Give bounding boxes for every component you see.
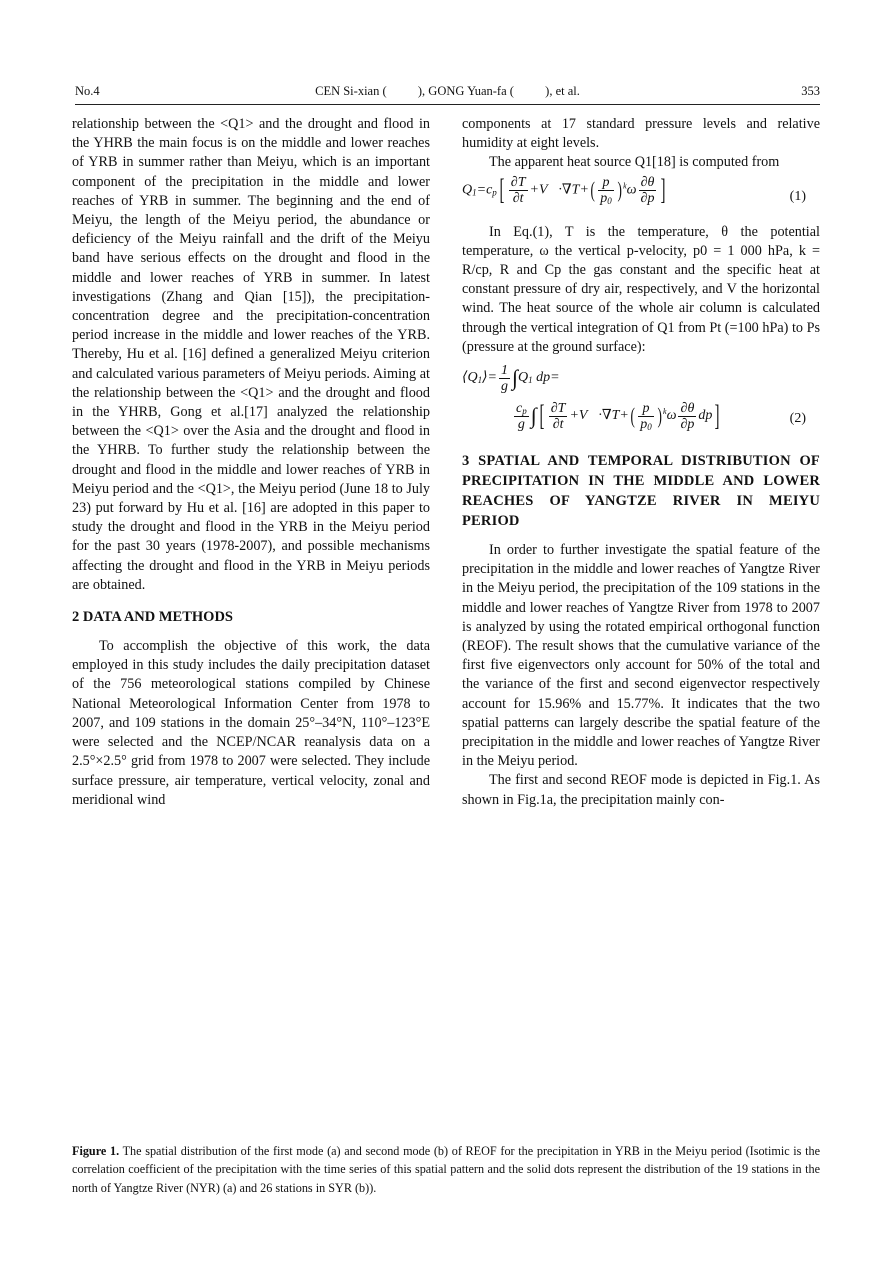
equation-1 xyxy=(462,175,820,215)
equation-1-number: (1) xyxy=(789,188,806,204)
right-paragraph-3: In Eq.(1), T is the temperature, θ the potential temperature, ω the vertical p-velocity, p0 = 1 000 hPa, k = R/cp, R and Cp the gas constant and the specific heat at constant pressure of dry air, respectively, and V the horizontal wind. The heat source of the whole air column is calculated through the vertical integration of Q1 from Pt (=100 hPa) to Ps (pressure at the ground surface): xyxy=(462,223,820,355)
right-paragraph-2: The apparent heat source Q1[18] is computed from xyxy=(488,154,780,171)
page-number: 353 xyxy=(801,84,820,98)
right-paragraph-1: components at 17 standard pressure levels and relative humidity at eight levels. xyxy=(462,116,820,152)
right-paragraph-4: In order to further investigate the spatial feature of the precipitation in the middle and lower reaches of Yangtze River in the Meiyu period, the precipitation of the 109 stations in the middle and lower reaches of Yangtze River from 1978 to 2007 is analyzed by using the rotated empirical orthogonal function (REOF). The result shows that the cumulative variance of the first five eigenvectors only account for 50% of the total and the variance of the first and second eigenvector respectively account for 15.96% and 15.77%. It indicates that the two spatial patterns can largely describe the spatial feature of the precipitation in the middle and lower reaches of Yangtze River in the Meiyu period. xyxy=(462,542,820,770)
equation-1-body: $Q_1=c_p$[ $\frac{\partial T}{\partial t}$ +V⃗·∇T+( $\frac{p}{p_0}$ )$^k$ω $\frac{\partial\theta}{\partial p}$ ] xyxy=(462,173,666,207)
right-column xyxy=(462,115,820,810)
running-authors: CEN Si-xian ( ), GONG Yuan-fa ( ), et al. xyxy=(315,84,580,98)
figure-1-label: Figure 1. xyxy=(72,1144,120,1158)
header-rule xyxy=(75,104,820,105)
left-paragraph-1: relationship between the <Q1> and the drought and flood in the YHRB the main focus is on the middle and lower reaches of YRB in summer rather than Meiyu, which is an important component of the precipitation in the middle and lower reaches of YRB in summer. The beginning and the end of Meiyu, the length of the Meiyu period, the abundance or deficiency of the Meiyu rainfall and the drift of the Meiyu band have serious effects on the drought and flood in the middle and lower reaches of YRB in summer. In latest investigations (Zhang and Qian [15]), the precipitation-concentration degree and the precipitation-concentration period increase in the middle and lower reaches of the YRB. Thereby, Hu et al. [16] defined a generalized Meiyu criterion and calculated various parameters of Meiyu periods. Aiming at the relationship between the <Q1> and the drought and flood in the YHRB, Gong et al.[17] analyzed the relationship between the <Q1> over the Asia and the drought and flood in the YHRB. To further study the relationship between the drought and flood in the middle and lower reaches of YRB in Meiyu period and the <Q1>, the Meiyu period (June 18 to July 23) put forward by Hu et al. [16] are adopted in this paper to study the drought and flood in the YRB in the Meiyu period for the past 30 years (1978-2007), and possible mechanisms affecting the drought and flood in the YRB in Meiyu periods are obtained. xyxy=(72,116,430,593)
section-3-title: 3 SPATIAL AND TEMPORAL DISTRIBUTION OF PRECIPITATION IN THE MIDDLE AND LOWER REACHES OF YANGTZE RIVER IN MEIYU PERIOD xyxy=(462,453,820,530)
journal-issue: No.4 xyxy=(75,84,100,98)
figure-1-caption-text: The spatial distribution of the first mode (a) and second mode (b) of REOF for the precipitation in YRB in the Meiyu period (Isotimic is the correlation coefficient of the precipitation with the time series of this spatial pattern and the solid dots represent the distribution of the 19 stations in the north of Yangtze River (NYR) (a) and 26 stations in SYR (b)). xyxy=(72,1144,820,1195)
equation-2-body: $⟨Q_1⟩=$ $\frac{1}{g}$ $\int Q_1$ dp= $\frac{c_p}{g}$ ∫[ $\frac{\partial T}{\partial t}$ +V⃗·∇T+( $\frac{p}{p_0}$ )$^k$ω $\frac{\partial\theta}{\partial p}$ dp] xyxy=(462,362,720,433)
left-column xyxy=(72,115,430,810)
left-paragraph-2: To accomplish the objective of this work, the data employed in this study includes the daily precipitation dataset of the 756 meteorological stations compiled by Chinese National Meteorological Information Center from 1978 to 2007, and 109 stations in the domain 25°–34°N, 110°–123°E were selected and the NCEP/NCAR reanalysis data on a 2.5°×2.5° grid from 1978 to 2007 were selected. They include surface pressure, air temperature, vertical velocity, zonal and meridional wind xyxy=(72,638,430,808)
right-paragraph-5: The first and second REOF mode is depicted in Fig.1. As shown in Fig.1a, the precipitation mainly con- xyxy=(462,772,820,808)
equation-2 xyxy=(462,359,820,439)
equation-2-number: (2) xyxy=(789,411,806,427)
running-header xyxy=(75,82,820,100)
section-2-title: 2 DATA AND METHODS xyxy=(72,609,233,626)
figure-1-caption xyxy=(72,1142,820,1197)
